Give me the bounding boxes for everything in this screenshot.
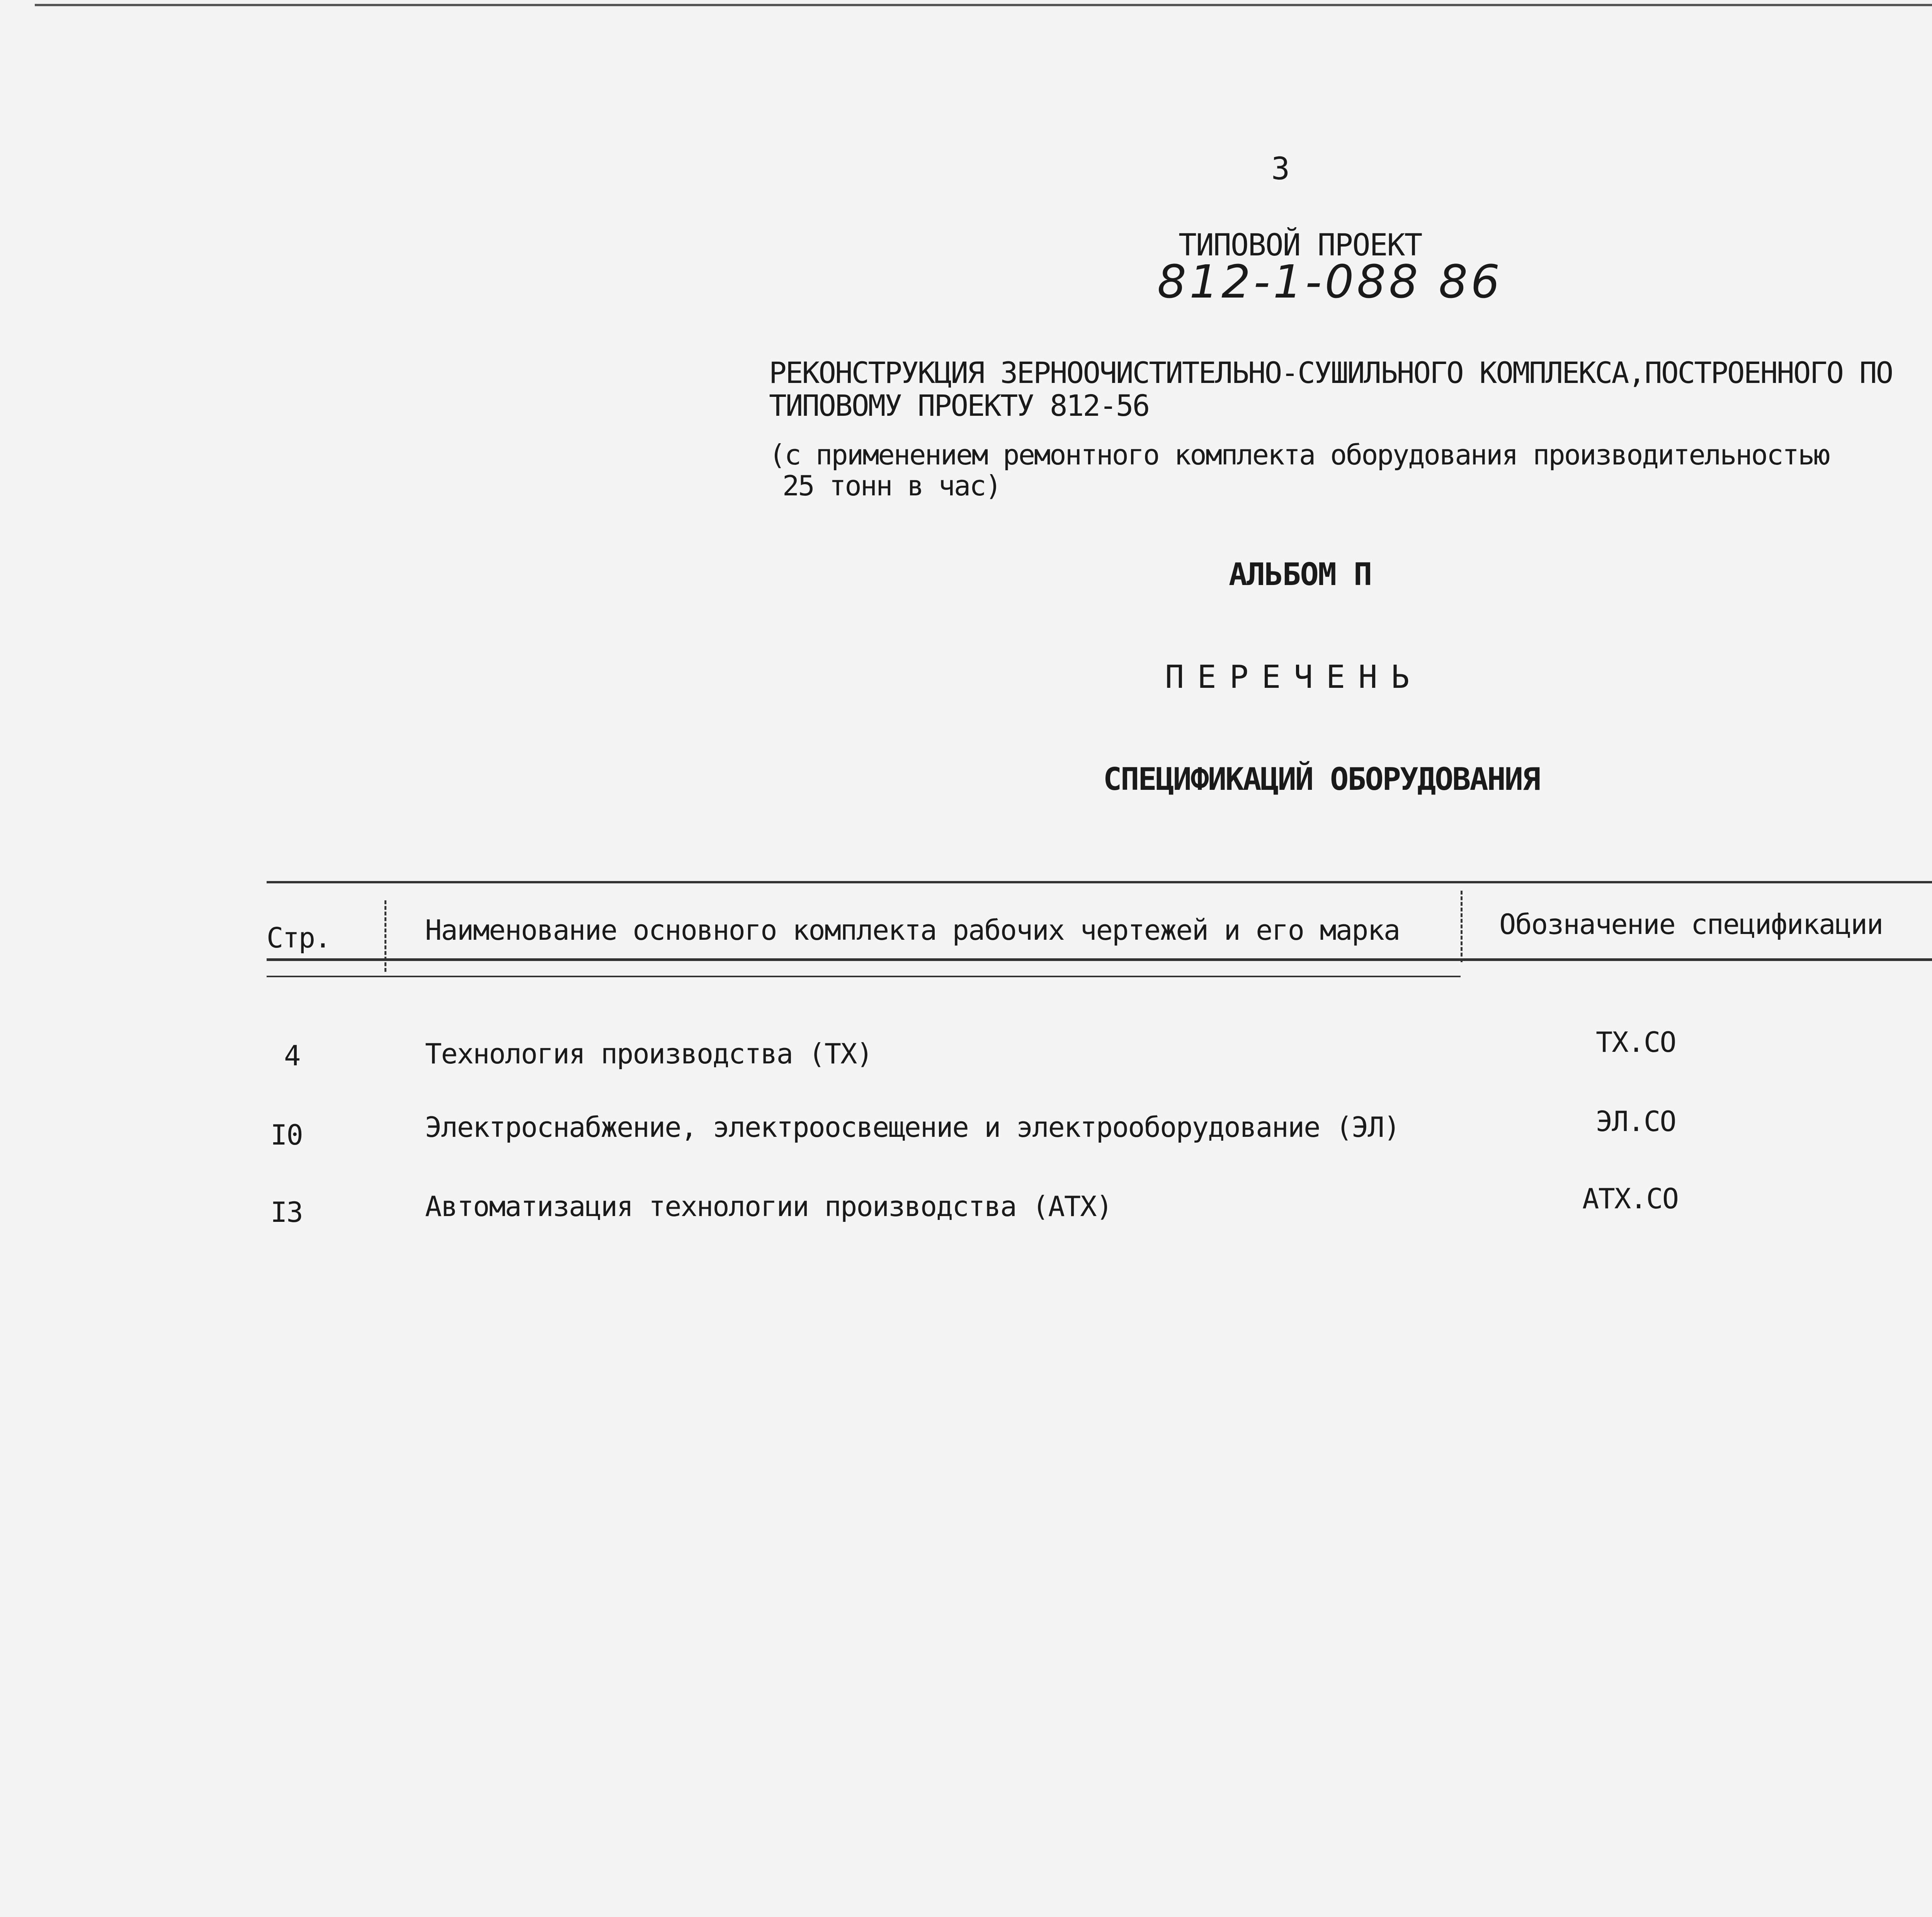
row-name: Технология производства (ТХ) — [425, 1038, 872, 1070]
table-header-rule — [267, 958, 1932, 961]
album-heading: АЛЬБОМ П — [1229, 556, 1372, 592]
spec-title: СПЕЦИФИКАЦИЙ ОБОРУДОВАНИЯ — [1103, 761, 1540, 797]
row-code: ЭЛ.СО — [1596, 1105, 1676, 1138]
project-label: ТИПОВОЙ ПРОЕКТ — [1179, 228, 1422, 263]
row-code: ТХ.СО — [1596, 1026, 1676, 1058]
column-separator — [1461, 891, 1463, 962]
document-subtitle-line-1: (с применением ремонтного комплекта оборудования производительностью — [769, 439, 1829, 471]
project-code: 812-1-088 86 — [1157, 255, 1503, 308]
row-page: 4 — [284, 1039, 300, 1072]
column-separator — [384, 900, 386, 972]
top-border-line — [35, 4, 1932, 6]
row-name: Автоматизация технологии производства (АТХ) — [425, 1190, 1112, 1223]
row-page: I0 — [270, 1119, 303, 1151]
header-code: Обозначение спецификации — [1499, 908, 1883, 941]
page-number: 3 — [1271, 151, 1290, 187]
document-title-line-1: РЕКОНСТРУКЦИЯ ЗЕРНООЧИСТИТЕЛЬНО-СУШИЛЬНОГО КОМПЛЕКСА,ПОСТРОЕННОГО ПО — [769, 356, 1893, 390]
header-name: Наименование основного комплекта рабочих чертежей и его марка — [425, 914, 1400, 946]
document-title-line-2: ТИПОВОМУ ПРОЕКТУ 812-56 — [769, 388, 1149, 423]
table-header-underline — [267, 976, 1461, 977]
table-top-rule — [267, 881, 1932, 883]
list-title: ПЕРЕЧЕНЬ — [1165, 659, 1423, 696]
row-name: Электроснабжение, электроосвещение и электрооборудование (ЭЛ) — [425, 1111, 1400, 1143]
document-subtitle-line-2: 25 тонн в час) — [782, 469, 1001, 502]
row-code: АТХ.СО — [1582, 1182, 1679, 1215]
header-page: Стр. — [267, 922, 331, 954]
row-page: I3 — [270, 1196, 303, 1228]
